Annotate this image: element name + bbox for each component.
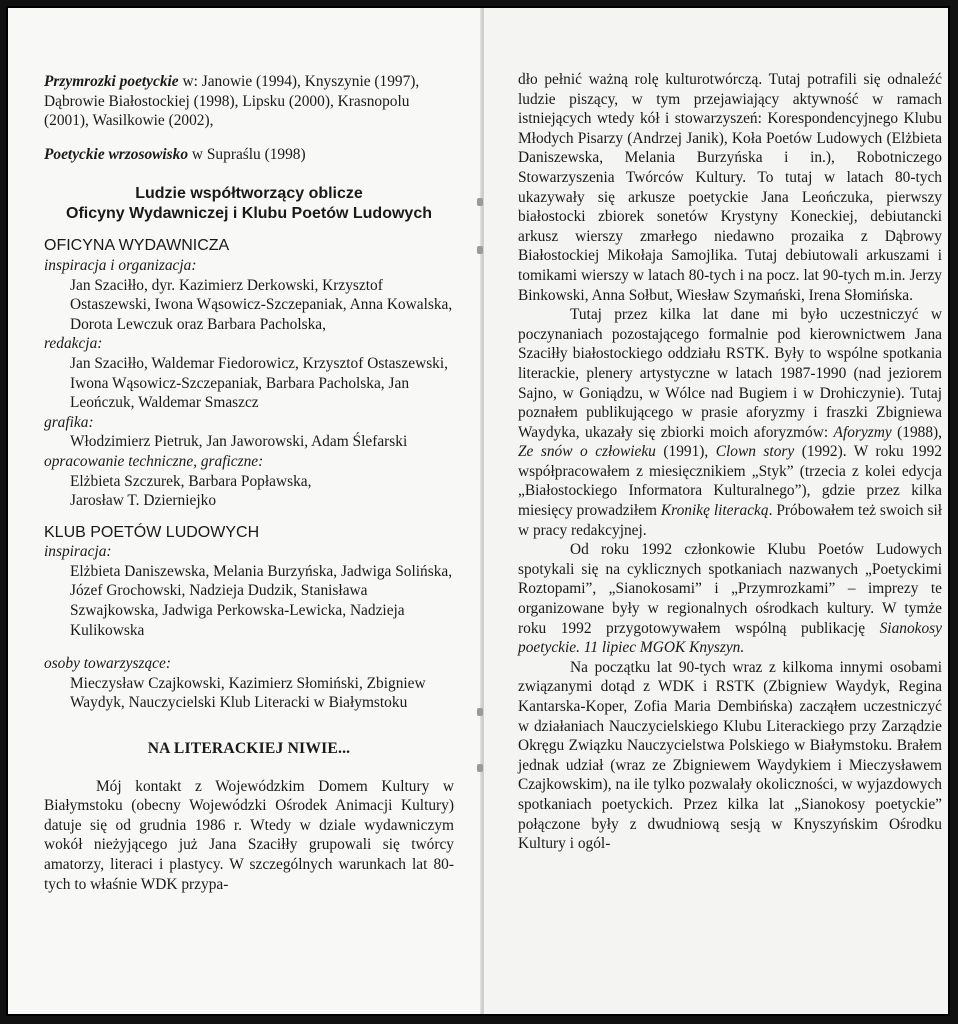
names-list: Elżbieta Szczurek, Barbara Popławska, Jarosław T. Dzierniejko [70, 472, 312, 510]
people-heading-line1: Ludzie współtworzący oblicze [135, 185, 363, 203]
book-title: Ze snów o człowieku [518, 443, 656, 461]
paragraph-3 [518, 540, 942, 658]
names-list: Jan Szaciłło, Waldemar Fiedorowicz, Krzysztof Ostaszewski, Iwona Wąsowicz-Szczepaniak, Barbara Pacholska, Jan Leończuk, Waldemar Smaszcz [70, 354, 449, 412]
role-label: opracowanie techniczne, graficzne: [44, 452, 264, 470]
book-title: Clown story [715, 443, 795, 461]
role-label: grafika: [44, 413, 94, 431]
book-spread-scan [6, 6, 950, 1016]
paragraph-4: Na początku lat 90-tych wraz z kilkoma innymi osobami związanymi dotąd z WDK i RSTK (Zbigniew Waydyk, Regina Kantarska-Koper, Zofia Maria Dembińska) zacząłem uczestniczyć w działaniach Nauczycielskiego Klubu Literackiego przy Zarządzie Okręgu Związku Nauczycielstwa Polskiego w Białymstoku. Brałem jednak udział (wraz ze Zbigniewem Waydykiem i Mieczysławem Czajkowskim), na ile tylko pozwalały okoliczności, w wyjazdowych spotkaniach poetyckich. Przez kilka lat „Sianokosy poetyckie” połączone były z dwudniową sesją w Knyszyńskim Ośrodku Kultury i ogól- [518, 658, 942, 853]
people-heading [44, 184, 454, 224]
text-run: Od roku 1992 członkowie Klubu Poetów Ludowych spotykali się na cyklicznych spotkaniach nazwanych „Poetyckimi Roztopami”, „Sianokosami” i „Przymrozkami” – imprezy te organizowane były w regionalnych ośrodkach kultury. W tymże roku 1992 przygotowywałem wspólną publikację [518, 541, 942, 637]
publication-title: Sianokosy poetyckie. 11 lipiec MGOK Knyszyn. [518, 619, 942, 657]
role-label: inspiracja: [44, 543, 112, 561]
left-page [8, 8, 483, 1014]
names-list: Elżbieta Daniszewska, Melania Burzyńska, Jadwiga Solińska, Józef Grochowski, Nadzieja Dudzik, Stanisława Szwajkowska, Jadwiga Perkowska-Lewicka, Nadzieja Kulikowska [70, 562, 453, 639]
column-title: Kronikę literacką [660, 502, 769, 520]
article-title: NA LITERACKIEJ NIWIE... [147, 740, 351, 758]
section-title-oficyna: OFICYNA WYDAWNICZA [44, 237, 230, 255]
right-page [483, 8, 948, 1014]
section-title-klub: KLUB POETÓW LUDOWYCH [44, 523, 260, 541]
role-label: redakcja: [44, 335, 103, 353]
text-run: (1992). W roku 1992 współpracowałem z miesięcznikiem „Styk” (trzecia z kolei edycja „Białostockiego Informatora Kulturalnego”), gdzie przez kilka miesięcy prowadziłem [518, 443, 943, 520]
paragraph-1: dło pełnić ważną rolę kulturotwórczą. Tutaj potrafili się odnaleźć ludzie piszący, w tym przejawiający aktywność w ramach istniejących wtedy kół i stowarzyszeń: Korespondencyjnego Klubu Młodych Pisarzy (Andrzej Janik), Koła Poetów Ludowych (Elżbieta Daniszewska, Melania Burzyńska i in.), Robotniczego Stowarzyszenia Twórców Kultury. To tutaj w latach 80-tych ukazywały się arkusze poetyckie Jana Leończuka, pierwszy białostocki zbiorek sonetów Krystyny Koneckiej, debiutancki arkusz wierszy zmarłego niedawno prozaika z Dąbrowy Białostockiej Mikołaja Samojlika. Tutaj debiutowali arkuszami i tomikami wierszy w latach 80-tych i na pocz. lat 90-tych m.in. Jerzy Binkowski, Anna Sołbut, Wiesław Szymański, Irena Słomińska. [518, 71, 942, 304]
role-label: osoby towarzyszące: [44, 655, 171, 673]
right-column [518, 70, 942, 854]
left-column [44, 72, 454, 894]
intro-text: w Supraślu (1998) [188, 145, 306, 163]
text-run: (1991), [655, 443, 716, 461]
paragraph-2 [518, 305, 942, 540]
role-label: inspiracja i organizacja: [44, 256, 197, 274]
emphasis-title: Poetyckie wrzosowisko [44, 145, 189, 163]
emphasis-title: Przymrozki poetyckie [44, 73, 179, 90]
article-paragraph: Mój kontakt z Wojewódzkim Domem Kultury w Białymstoku (obecny Wojewódzki Ośrodek Animacji Kultury) datuje się od grudnia 1986 r. Wtedy w dziale wydawniczym wokół nieżyjącego już Jana Szaciłły grupowali się twórcy amatorzy, literaci i plastycy. W szczególnych warunkach lat 80-tych to właśnie WDK przypa- [44, 777, 454, 893]
text-run: Tutaj przez kilka lat dane mi było uczestniczyć w poczynaniach pozostającego formalnie pod kierownictwem Jana Szaciłły białostockiego oddziału RSTK. Były to wspólne spotkania literackie, plenery artystyczne w latach 1987-1990 (nad jeziorem Sajno, w Goniądzu, w Wólce nad Bugiem i w Drohiczynie). Tutaj poznałem publikującego w prasie aforyzmy i fraszki Zbigniewa Waydyka, ukazały się zbiorki moich aforyzmów: [518, 306, 942, 441]
names-list: Włodzimierz Pietruk, Jan Jaworowski, Adam Ślefarski [70, 433, 408, 451]
intro-przymrozki [44, 72, 454, 131]
intro-wrzosowisko [44, 145, 454, 165]
people-heading-line2: Oficyny Wydawniczej i Klubu Poetów Ludowych [66, 205, 432, 223]
names-list: Mieczysław Czajkowski, Kazimierz Słomiński, Zbigniew Waydyk, Nauczycielski Klub Literacki w Białymstoku [70, 674, 426, 712]
text-run: . Próbowałem też swoich sił w pracy redakcyjnej. [518, 502, 942, 539]
book-title: Aforyzmy [833, 423, 892, 441]
names-list: Jan Szaciłło, dyr. Kazimierz Derkowski, Krzysztof Ostaszewski, Iwona Wąsowicz-Szczepaniak, Anna Kowalska, Dorota Lewczuk oraz Barbara Pacholska, [70, 276, 453, 333]
intro-text: w: Janowie (1994), Knyszynie (1997), Dąbrowie Białostockiej (1998), Lipsku (2000), Krasnopolu (2001), Wasilkowie (2002), [44, 73, 420, 130]
text-run: (1988), [891, 423, 942, 441]
